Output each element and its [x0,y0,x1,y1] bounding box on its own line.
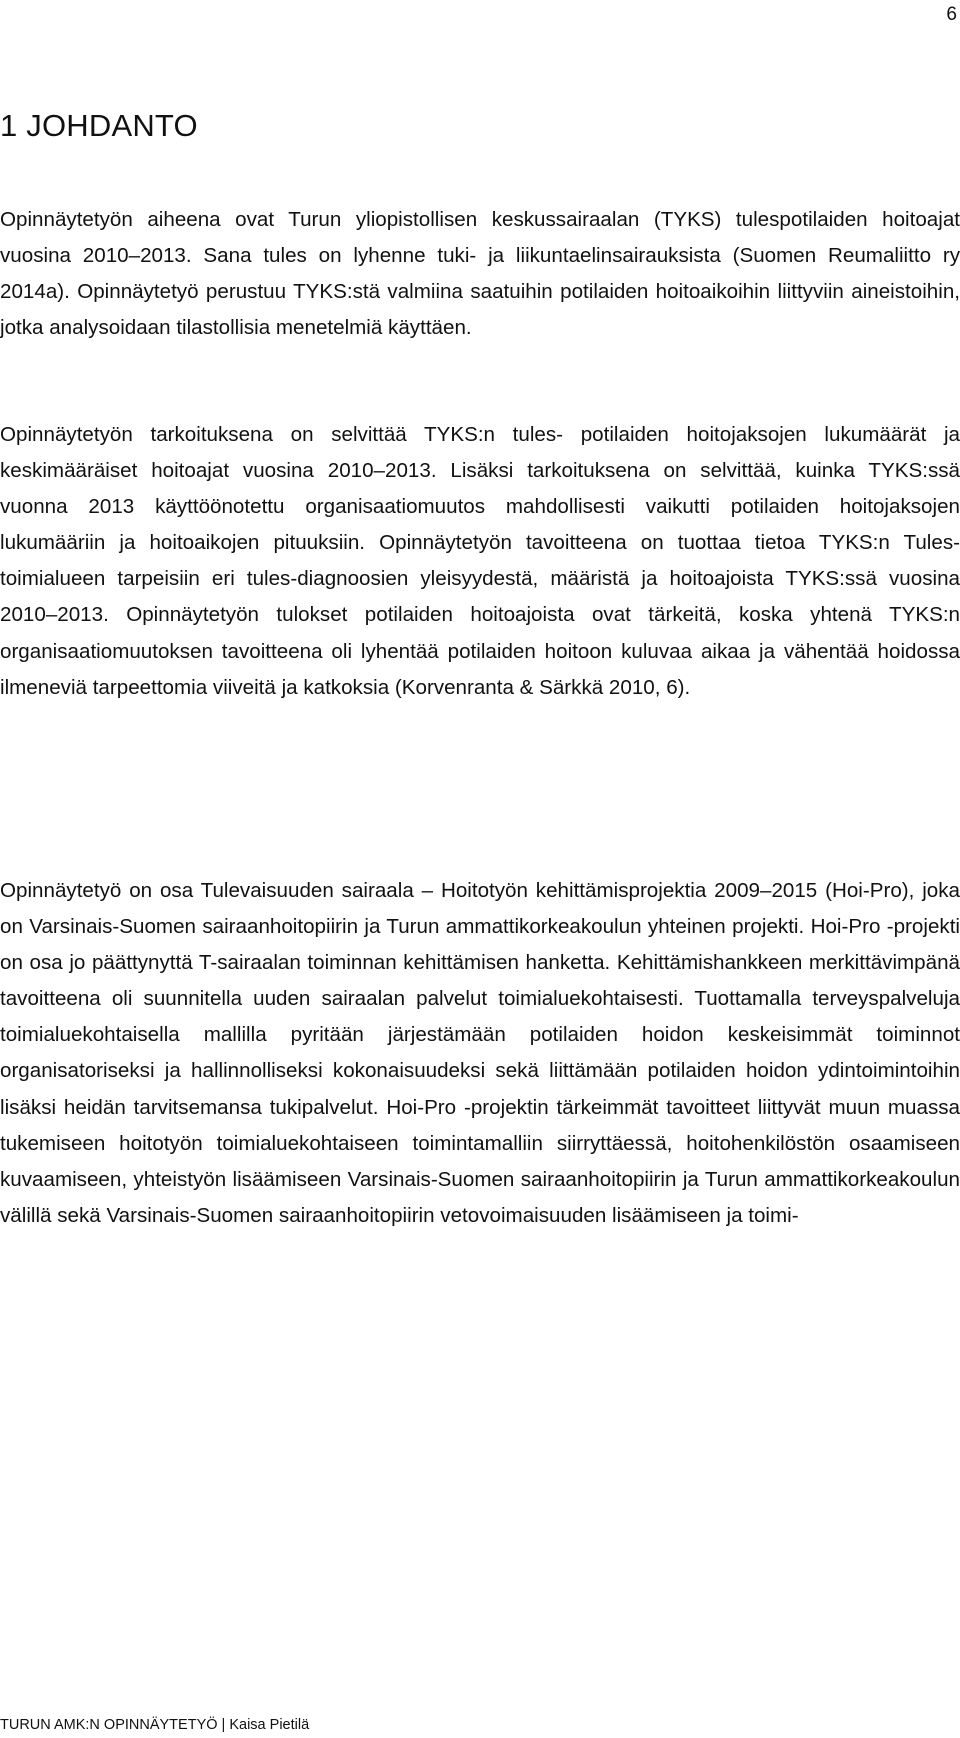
paragraph-text: Opinnäytetyön tarkoituksena on selvittää TYKS:n tules- potilaiden hoitojaksojen lukumäärät ja keskimääräiset hoitoajat vuosina 2010–2013. Lisäksi tarkoituksena on selvittää, kuinka TYKS:ssä vuonna 2013 käyttöönotettu organisaatiomuutos mahdollisesti vaikutti potilaiden hoitojaksojen lukumääriin ja hoitoaikojen pituuksiin. Opinnäytetyön tavoitteena on tuottaa tietoa TYKS:n Tulestoimialueen tarpeisiin eri tules-diagnoosien yleisyydestä, määristä ja hoitoajoista TYKS:ssä vuosina 2010–2013. Opinnäytetyön tulokset potilaiden hoitoajoista ovat tärkeitä, koska yhtenä TYKS:n organisaatiomuutoksen tavoitteena oli lyhentää potilaiden hoitoon kuluvaa aikaa ja vähentää hoidossa ilmeneviä tarpeettomia viiveitä ja katkoksia (Korvenranta & Särkkä 2010, 6). [0,423,960,699]
chapter-heading: 1 JOHDANTO [0,108,198,143]
body-paragraph-purpose [0,417,960,706]
page-footer: TURUN AMK:N OPINNÄYTETYÖ | Kaisa Pietilä [0,1717,310,1733]
paragraph-text: Opinnäytetyö on osa Tulevaisuuden sairaala – Hoitotyön kehittämisprojektia 2009–2015 (Hoi-Pro), joka on Varsinais-Suomen sairaanhoitopiirin ja Turun ammattikorkeakoulun yhteinen projekti. Hoi-Pro -projekti on osa jo päättynyttä T-sairaalan toiminnan kehittämisen hanketta. Kehittämishankkeen merkittävimpänä tavoitteena oli suunnitella uuden sairaalan palvelut toimialuekohtaisesti. Tuottamalla terveyspalveluja toimialuekohtaisella mallilla pyritään järjestämään potilaiden hoidon keskeisimmät toiminnot organisatoriseksi ja hallinnolliseksi kokonaisuudeksi sekä liittämään potilaiden hoidon ydintoimintoihin lisäksi heidän tarvitsemansa tukipalvelut. Hoi-Pro -projektin tärkeimmät tavoitteet liittyvät muun muassa tukemiseen hoitotyön toimialuekohtaiseen toimintamalliin siirryttäessä, hoitohenkilöstön osaamiseen kuvaamiseen, yhteistyön lisäämiseen Varsinais-Suomen sairaanhoitopiirin ja Turun ammattikorkeakoulun välillä sekä Varsinais-Suomen sairaanhoitopiirin vetovoimaisuuden lisäämiseen ja toimi- [0,879,960,1227]
paragraph-text: Opinnäytetyön aiheena ovat Turun yliopistollisen keskussairaalan (TYKS) tulespotilaiden hoitoajat vuosina 2010–2013. Sana tules on lyhenne tuki- ja liikuntaelinsairauksista (Suomen Reumaliitto ry 2014a). Opinnäytetyö perustuu TYKS:stä valmiina saatuihin potilaiden hoitoaikoihin liittyviin aineistoihin, jotka analysoidaan tilastollisia menetelmiä käyttäen. [0,208,960,340]
body-paragraph-topic [0,202,960,346]
body-paragraph-project [0,873,960,1234]
page-number: 6 [946,4,957,25]
